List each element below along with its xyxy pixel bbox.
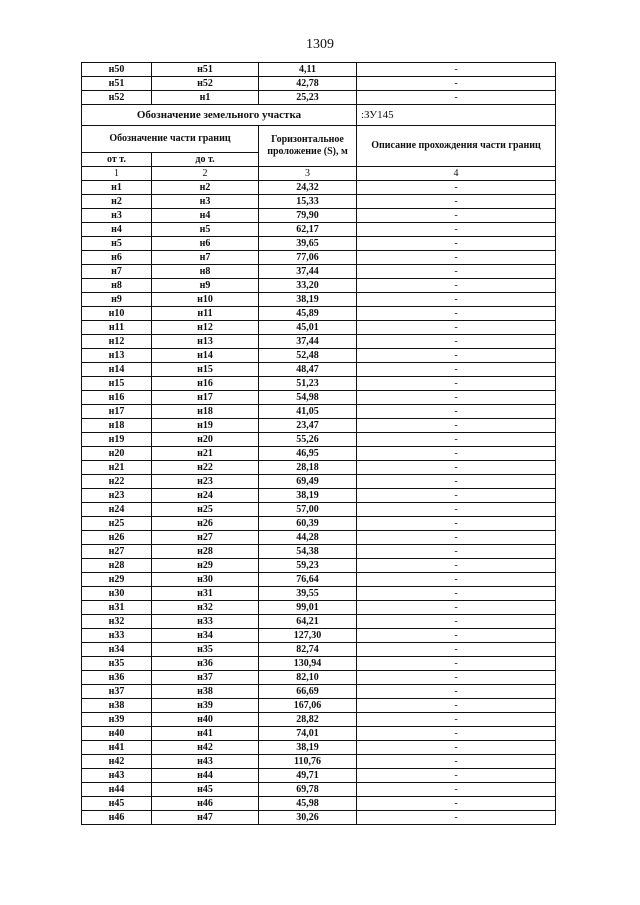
table-row — [82, 77, 556, 91]
point-from: н3 — [82, 209, 152, 223]
point-to: н29 — [152, 559, 259, 573]
table-row — [82, 237, 556, 251]
horizontal-distance: 69,49 — [259, 475, 357, 489]
description: - — [357, 573, 556, 587]
description: - — [357, 181, 556, 195]
point-from: н6 — [82, 251, 152, 265]
table-row — [82, 489, 556, 503]
point-from: н52 — [82, 91, 152, 105]
table-row — [82, 321, 556, 335]
description: - — [357, 63, 556, 77]
table-row — [82, 391, 556, 405]
point-from: н39 — [82, 713, 152, 727]
horizontal-distance: 82,10 — [259, 671, 357, 685]
description: - — [357, 223, 556, 237]
point-from: н5 — [82, 237, 152, 251]
point-to: н38 — [152, 685, 259, 699]
point-from: н19 — [82, 433, 152, 447]
point-from: н31 — [82, 601, 152, 615]
horizontal-distance: 127,30 — [259, 629, 357, 643]
table-row — [82, 307, 556, 321]
description: - — [357, 209, 556, 223]
point-to: н21 — [152, 447, 259, 461]
horizontal-distance: 130,94 — [259, 657, 357, 671]
horizontal-distance: 38,19 — [259, 293, 357, 307]
description: - — [357, 601, 556, 615]
point-from: н16 — [82, 391, 152, 405]
point-from: н28 — [82, 559, 152, 573]
table-header — [82, 105, 556, 181]
horizontal-distance: 99,01 — [259, 601, 357, 615]
table-row — [82, 265, 556, 279]
description: - — [357, 91, 556, 105]
horizontal-distance: 54,38 — [259, 545, 357, 559]
point-to: н51 — [152, 63, 259, 77]
description: - — [357, 587, 556, 601]
table-row — [82, 461, 556, 475]
description: - — [357, 349, 556, 363]
horizontal-distance: 52,48 — [259, 349, 357, 363]
point-from: н33 — [82, 629, 152, 643]
horizontal-distance: 28,82 — [259, 713, 357, 727]
point-from: н24 — [82, 503, 152, 517]
horizontal-distance: 45,98 — [259, 797, 357, 811]
description: - — [357, 433, 556, 447]
point-to: н3 — [152, 195, 259, 209]
point-to: н7 — [152, 251, 259, 265]
description: - — [357, 657, 556, 671]
point-to: н2 — [152, 181, 259, 195]
point-to: н35 — [152, 643, 259, 657]
point-from: н38 — [82, 699, 152, 713]
description: - — [357, 279, 556, 293]
horizontal-distance: 38,19 — [259, 489, 357, 503]
horizontal-distance: 39,65 — [259, 237, 357, 251]
table-row — [82, 811, 556, 825]
description: - — [357, 629, 556, 643]
horizontal-distance: 60,39 — [259, 517, 357, 531]
table-row — [82, 643, 556, 657]
description: - — [357, 321, 556, 335]
point-from: н14 — [82, 363, 152, 377]
horizontal-distance: 51,23 — [259, 377, 357, 391]
point-from: н36 — [82, 671, 152, 685]
parcel-row — [82, 105, 556, 126]
point-to: н1 — [152, 91, 259, 105]
point-from: н22 — [82, 475, 152, 489]
table-row — [82, 377, 556, 391]
point-to: н25 — [152, 503, 259, 517]
description: - — [357, 545, 556, 559]
table-row — [82, 433, 556, 447]
table-row — [82, 251, 556, 265]
description: - — [357, 811, 556, 825]
horizontal-distance: 74,01 — [259, 727, 357, 741]
point-to: н32 — [152, 601, 259, 615]
table-row — [82, 279, 556, 293]
description: - — [357, 671, 556, 685]
table-row — [82, 713, 556, 727]
point-to: н4 — [152, 209, 259, 223]
point-from: н8 — [82, 279, 152, 293]
point-from: н13 — [82, 349, 152, 363]
horizontal-distance: 25,23 — [259, 91, 357, 105]
point-from: н35 — [82, 657, 152, 671]
horizontal-distance: 24,32 — [259, 181, 357, 195]
description: - — [357, 797, 556, 811]
horizontal-distance: 76,64 — [259, 573, 357, 587]
point-to: н13 — [152, 335, 259, 349]
table-row — [82, 209, 556, 223]
parcel-label: Обозначение земельного участка — [82, 105, 357, 126]
description: - — [357, 517, 556, 531]
point-to: н26 — [152, 517, 259, 531]
description: - — [357, 783, 556, 797]
description: - — [357, 307, 556, 321]
horizontal-distance: 45,89 — [259, 307, 357, 321]
point-to: н37 — [152, 671, 259, 685]
point-to: н45 — [152, 783, 259, 797]
table-row — [82, 615, 556, 629]
point-from: н51 — [82, 77, 152, 91]
point-from: н45 — [82, 797, 152, 811]
parcel-value: :ЗУ145 — [357, 105, 556, 126]
table-row — [82, 195, 556, 209]
horizontal-distance: 62,17 — [259, 223, 357, 237]
point-to: н5 — [152, 223, 259, 237]
point-to: н40 — [152, 713, 259, 727]
header-numbers-row — [82, 167, 556, 181]
table-row — [82, 91, 556, 105]
header-from: от т. — [82, 153, 152, 167]
point-from: н18 — [82, 419, 152, 433]
point-from: н26 — [82, 531, 152, 545]
horizontal-distance: 15,33 — [259, 195, 357, 209]
point-to: н42 — [152, 741, 259, 755]
point-from: н12 — [82, 335, 152, 349]
table-row — [82, 419, 556, 433]
boundary-table — [81, 62, 556, 825]
horizontal-distance: 4,11 — [259, 63, 357, 77]
table-row — [82, 517, 556, 531]
description: - — [357, 335, 556, 349]
point-to: н20 — [152, 433, 259, 447]
description: - — [357, 265, 556, 279]
point-to: н11 — [152, 307, 259, 321]
table-row — [82, 769, 556, 783]
description: - — [357, 741, 556, 755]
point-to: н36 — [152, 657, 259, 671]
table-row — [82, 797, 556, 811]
description: - — [357, 363, 556, 377]
point-to: н34 — [152, 629, 259, 643]
point-from: н42 — [82, 755, 152, 769]
description: - — [357, 755, 556, 769]
point-to: н33 — [152, 615, 259, 629]
horizontal-distance: 167,06 — [259, 699, 357, 713]
point-from: н11 — [82, 321, 152, 335]
point-from: н40 — [82, 727, 152, 741]
point-to: н31 — [152, 587, 259, 601]
description: - — [357, 643, 556, 657]
header-n1: 1 — [82, 167, 152, 181]
description: - — [357, 251, 556, 265]
description: - — [357, 461, 556, 475]
point-to: н17 — [152, 391, 259, 405]
description: - — [357, 769, 556, 783]
point-to: н6 — [152, 237, 259, 251]
horizontal-distance: 45,01 — [259, 321, 357, 335]
header-part: Обозначение части границ — [82, 126, 259, 153]
horizontal-distance: 69,78 — [259, 783, 357, 797]
table-row — [82, 601, 556, 615]
point-from: н27 — [82, 545, 152, 559]
table-row — [82, 447, 556, 461]
point-from: н21 — [82, 461, 152, 475]
horizontal-distance: 37,44 — [259, 335, 357, 349]
horizontal-distance: 37,44 — [259, 265, 357, 279]
description: - — [357, 615, 556, 629]
horizontal-distance: 77,06 — [259, 251, 357, 265]
description: - — [357, 685, 556, 699]
point-to: н27 — [152, 531, 259, 545]
table-row — [82, 503, 556, 517]
table-row — [82, 587, 556, 601]
point-to: н44 — [152, 769, 259, 783]
description: - — [357, 419, 556, 433]
point-from: н46 — [82, 811, 152, 825]
point-to: н30 — [152, 573, 259, 587]
table-row — [82, 559, 556, 573]
horizontal-distance: 39,55 — [259, 587, 357, 601]
horizontal-distance: 41,05 — [259, 405, 357, 419]
horizontal-distance: 82,74 — [259, 643, 357, 657]
table-row — [82, 349, 556, 363]
table-row — [82, 741, 556, 755]
point-from: н7 — [82, 265, 152, 279]
point-to: н8 — [152, 265, 259, 279]
horizontal-distance: 59,23 — [259, 559, 357, 573]
horizontal-distance: 38,19 — [259, 741, 357, 755]
description: - — [357, 195, 556, 209]
table-row — [82, 181, 556, 195]
horizontal-distance: 66,69 — [259, 685, 357, 699]
description: - — [357, 77, 556, 91]
page-number: 1309 — [306, 37, 334, 52]
table-row — [82, 293, 556, 307]
description: - — [357, 531, 556, 545]
point-from: н25 — [82, 517, 152, 531]
table-row — [82, 335, 556, 349]
table-row — [82, 475, 556, 489]
horizontal-distance: 23,47 — [259, 419, 357, 433]
point-from: н44 — [82, 783, 152, 797]
point-from: н37 — [82, 685, 152, 699]
header-n2: 2 — [152, 167, 259, 181]
horizontal-distance: 57,00 — [259, 503, 357, 517]
table-row — [82, 63, 556, 77]
point-to: н39 — [152, 699, 259, 713]
point-from: н2 — [82, 195, 152, 209]
point-to: н46 — [152, 797, 259, 811]
horizontal-distance: 110,76 — [259, 755, 357, 769]
table-row — [82, 573, 556, 587]
point-from: н23 — [82, 489, 152, 503]
table-row — [82, 629, 556, 643]
point-to: н41 — [152, 727, 259, 741]
table-row — [82, 755, 556, 769]
point-from: н43 — [82, 769, 152, 783]
description: - — [357, 713, 556, 727]
point-from: н10 — [82, 307, 152, 321]
description: - — [357, 699, 556, 713]
description: - — [357, 447, 556, 461]
horizontal-distance: 54,98 — [259, 391, 357, 405]
header-row-1 — [82, 126, 556, 153]
point-from: н50 — [82, 63, 152, 77]
header-to: до т. — [152, 153, 259, 167]
table-row — [82, 531, 556, 545]
point-to: н43 — [152, 755, 259, 769]
table-row — [82, 363, 556, 377]
table-row — [82, 405, 556, 419]
header-n4: 4 — [357, 167, 556, 181]
horizontal-distance: 46,95 — [259, 447, 357, 461]
table-row — [82, 685, 556, 699]
table-row — [82, 657, 556, 671]
top-rows — [82, 63, 556, 105]
horizontal-distance: 48,47 — [259, 363, 357, 377]
table-row — [82, 783, 556, 797]
point-to: н23 — [152, 475, 259, 489]
point-to: н47 — [152, 811, 259, 825]
point-to: н9 — [152, 279, 259, 293]
point-to: н28 — [152, 545, 259, 559]
point-from: н4 — [82, 223, 152, 237]
point-to: н24 — [152, 489, 259, 503]
horizontal-distance: 42,78 — [259, 77, 357, 91]
point-from: н15 — [82, 377, 152, 391]
horizontal-distance: 33,20 — [259, 279, 357, 293]
horizontal-distance: 79,90 — [259, 209, 357, 223]
description: - — [357, 727, 556, 741]
point-to: н18 — [152, 405, 259, 419]
header-n3: 3 — [259, 167, 357, 181]
table-row — [82, 671, 556, 685]
point-to: н14 — [152, 349, 259, 363]
main-rows — [82, 181, 556, 825]
point-from: н29 — [82, 573, 152, 587]
horizontal-distance: 55,26 — [259, 433, 357, 447]
point-to: н10 — [152, 293, 259, 307]
point-from: н20 — [82, 447, 152, 461]
description: - — [357, 391, 556, 405]
header-horizontal: Горизонтальное проложение (S), м — [259, 126, 357, 167]
description: - — [357, 475, 556, 489]
description: - — [357, 405, 556, 419]
point-to: н12 — [152, 321, 259, 335]
description: - — [357, 489, 556, 503]
header-description: Описание прохождения части границ — [357, 126, 556, 167]
description: - — [357, 377, 556, 391]
table-row — [82, 699, 556, 713]
point-to: н52 — [152, 77, 259, 91]
point-from: н30 — [82, 587, 152, 601]
table-row — [82, 545, 556, 559]
description: - — [357, 237, 556, 251]
point-to: н19 — [152, 419, 259, 433]
description: - — [357, 503, 556, 517]
point-to: н22 — [152, 461, 259, 475]
table-row — [82, 223, 556, 237]
horizontal-distance: 64,21 — [259, 615, 357, 629]
horizontal-distance: 30,26 — [259, 811, 357, 825]
table-row — [82, 727, 556, 741]
horizontal-distance: 49,71 — [259, 769, 357, 783]
point-from: н9 — [82, 293, 152, 307]
horizontal-distance: 44,28 — [259, 531, 357, 545]
point-from: н17 — [82, 405, 152, 419]
point-from: н34 — [82, 643, 152, 657]
point-to: н15 — [152, 363, 259, 377]
horizontal-distance: 28,18 — [259, 461, 357, 475]
point-from: н1 — [82, 181, 152, 195]
point-to: н16 — [152, 377, 259, 391]
point-from: н41 — [82, 741, 152, 755]
description: - — [357, 559, 556, 573]
point-from: н32 — [82, 615, 152, 629]
description: - — [357, 293, 556, 307]
